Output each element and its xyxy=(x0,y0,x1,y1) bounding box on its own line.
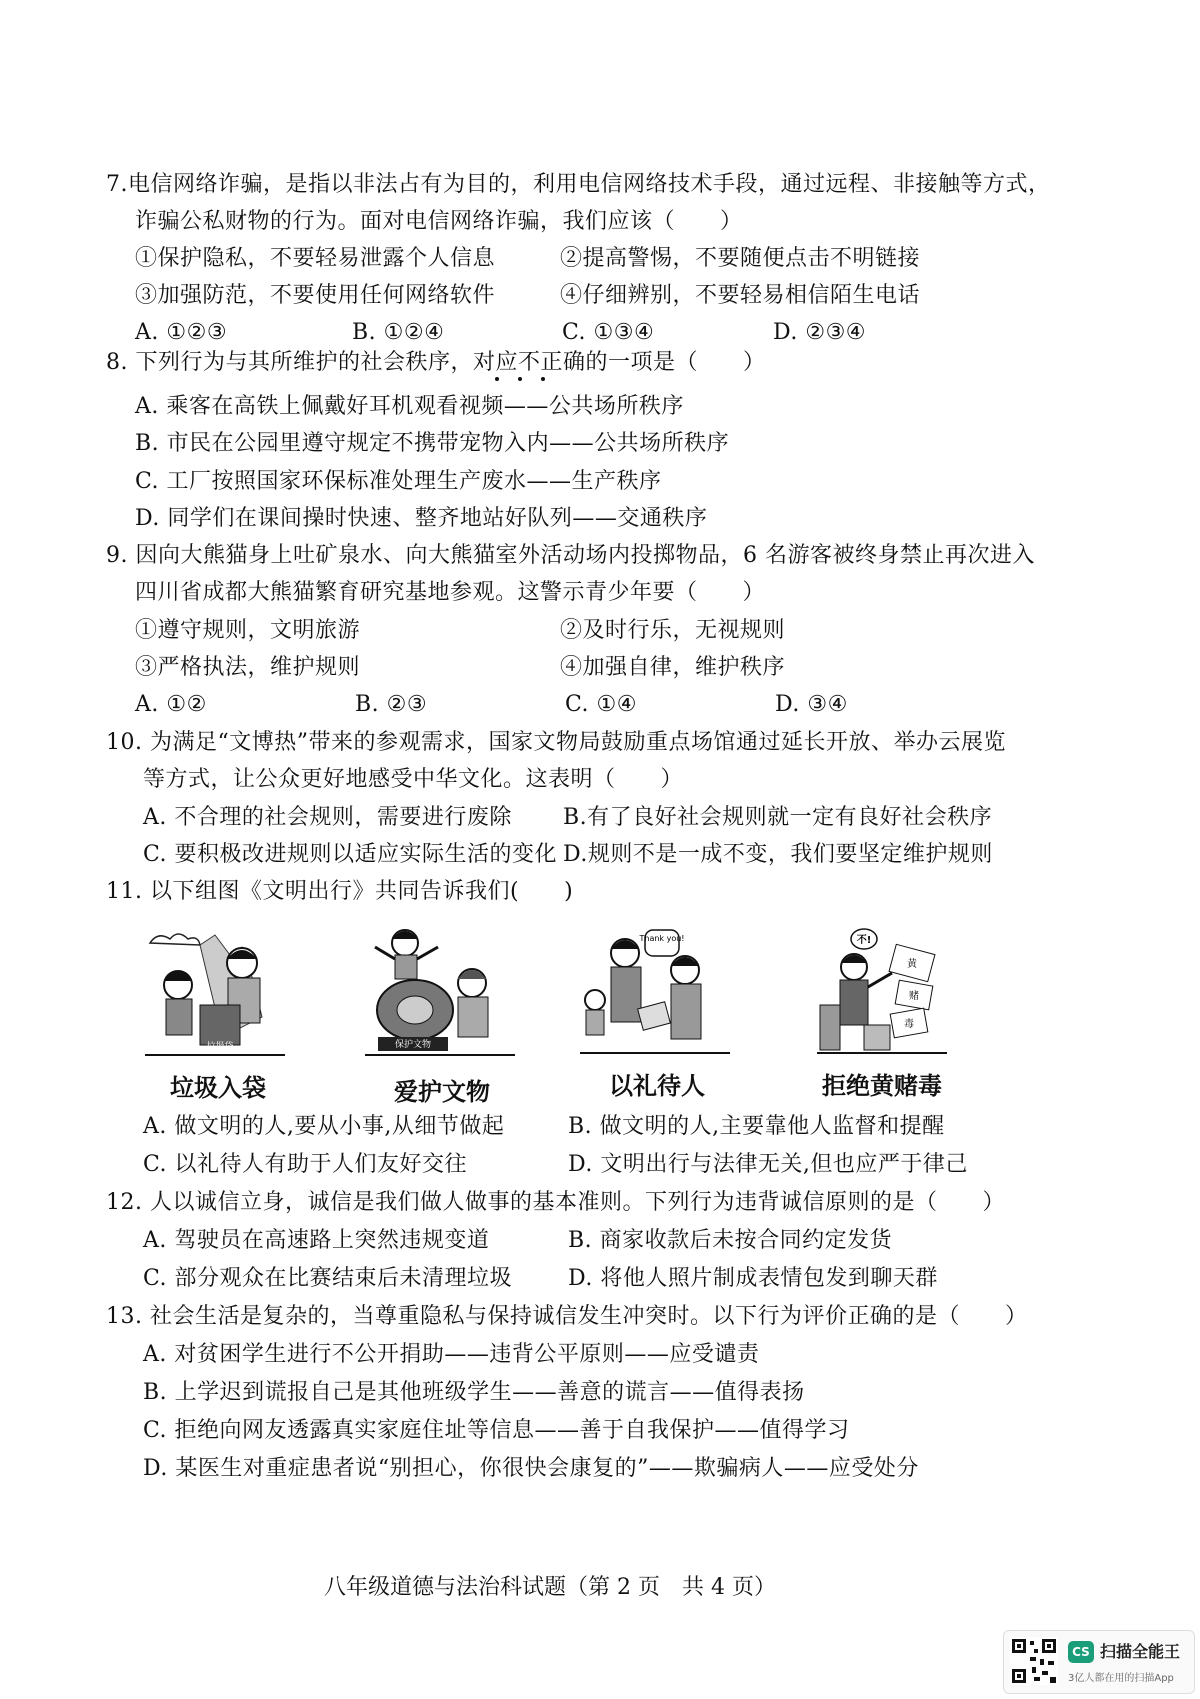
q8-option-b: B. 市民在公园里遵守规定不携带宠物入内——公共场所秩序 xyxy=(135,431,730,456)
picture-caption-1: 垃圾入袋 xyxy=(170,1074,266,1102)
q9-item-3: ③严格执法，维护规则 xyxy=(135,655,361,680)
q8-option-d: D. 同学们在课间操时快速、整齐地站好队列——交通秩序 xyxy=(135,506,708,531)
emphasis-dot xyxy=(495,377,499,381)
q11-option-c: C. 以礼待人有助于人们友好交往 xyxy=(143,1152,468,1177)
cartoon-reject-vice xyxy=(812,925,952,1065)
q10-stem-line-2: 等方式，让公众更好地感受中华文化。这表明（ ） xyxy=(143,767,684,792)
q9-option-b: B. ②③ xyxy=(355,692,428,717)
q11-option-d: D. 文明出行与法律无关,但也应严于律己 xyxy=(568,1152,968,1177)
picture-text: 毒 xyxy=(904,1019,914,1030)
scanner-watermark xyxy=(1003,1630,1195,1694)
q7-stem-line-1: 7.电信网络诈骗，是指以非法占有为目的，利用电信网络技术手段，通过远程、非接触等方式， xyxy=(106,172,1051,197)
q13-option-a: A. 对贫困学生进行不公开捐助——违背公平原则——应受谴责 xyxy=(143,1342,760,1367)
q9-stem-line-2: 四川省成都大熊猫繁育研究基地参观。这警示青少年要（ ） xyxy=(135,580,766,605)
qr-code-icon xyxy=(1010,1637,1058,1685)
q8-option-a: A. 乘客在高铁上佩戴好耳机观看视频——公共场所秩序 xyxy=(135,394,684,419)
q12-option-c: C. 部分观众在比赛结束后未清理垃圾 xyxy=(143,1266,513,1291)
q9-option-a: A. ①② xyxy=(135,692,207,717)
q11-option-a: A. 做文明的人,要从小事,从细节做起 xyxy=(143,1114,505,1139)
q13-option-c: C. 拒绝向网友透露真实家庭住址等信息——善于自我保护——值得学习 xyxy=(143,1418,850,1443)
q7-item-2: ②提高警惕，不要随便点击不明链接 xyxy=(560,246,921,271)
q10-option-b: B.有了良好社会规则就一定有良好社会秩序 xyxy=(563,805,993,830)
q10-stem-line-1: 10. 为满足“文博热”带来的参观需求，国家文物局鼓励重点场馆通过延长开放、举办云展览 xyxy=(106,730,1006,755)
q7-option-a: A. ①②③ xyxy=(135,320,228,345)
picture-caption-2: 爱护文物 xyxy=(394,1078,490,1106)
q9-stem-line-1: 9. 因向大熊猫身上吐矿泉水、向大熊猫室外活动场内投掷物品，6 名游客被终身禁止再次进入 xyxy=(106,543,1035,568)
q11-option-b: B. 做文明的人,主要靠他人监督和提醒 xyxy=(568,1114,945,1139)
q7-item-4: ④仔细辨别，不要轻易相信陌生电话 xyxy=(560,283,921,308)
picture-caption-4: 拒绝黄赌毒 xyxy=(822,1072,942,1100)
q8-stem: 8. 下列行为与其所维护的社会秩序，对应不正确的一项是（ ） xyxy=(106,350,766,375)
q10-option-d: D.规则不是一成不变，我们要坚定维护规则 xyxy=(563,842,993,867)
picture-text: 不! xyxy=(856,935,872,946)
q11-stem: 11. 以下组图《文明出行》共同告诉我们( ) xyxy=(106,879,574,904)
emphasis-dot xyxy=(518,377,522,381)
cartoon-protect-relics xyxy=(360,925,520,1065)
cartoon-courtesy xyxy=(575,925,735,1065)
q12-option-a: A. 驾驶员在高速路上突然违规变道 xyxy=(143,1228,490,1253)
q10-option-c: C. 要积极改进规则以适应实际生活的变化 xyxy=(143,842,558,867)
q13-option-d: D. 某医生对重症患者说“别担心，你很快会康复的”——欺骗病人——应受处分 xyxy=(143,1456,919,1481)
picture-text: 垃圾袋 xyxy=(206,1042,234,1052)
q7-option-c: C. ①③④ xyxy=(562,320,655,345)
q9-item-2: ②及时行乐，无视规则 xyxy=(560,618,786,643)
q7-item-3: ③加强防范，不要使用任何网络软件 xyxy=(135,283,496,308)
q9-option-d: D. ③④ xyxy=(775,692,848,717)
watermark-tagline: 3亿人都在用的扫描App xyxy=(1068,1673,1174,1684)
q9-item-4: ④加强自律，维护秩序 xyxy=(560,655,786,680)
picture-text: 保护文物 xyxy=(394,1040,432,1050)
q10-option-a: A. 不合理的社会规则，需要进行废除 xyxy=(143,805,512,830)
picture-text: Thank you! xyxy=(639,934,685,943)
q13-option-b: B. 上学迟到谎报自己是其他班级学生——善意的谎言——值得表扬 xyxy=(143,1380,805,1405)
picture-text: 黄 xyxy=(907,959,917,970)
q9-item-1: ①遵守规则，文明旅游 xyxy=(135,618,361,643)
cartoon-litter-in-bag xyxy=(140,925,290,1065)
q7-stem-line-2: 诈骗公私财物的行为。面对电信网络诈骗，我们应该（ ） xyxy=(135,209,743,234)
q7-option-d: D. ②③④ xyxy=(773,320,867,345)
q12-stem: 12. 人以诚信立身，诚信是我们做人做事的基本准则。下列行为违背诚信原则的是（ ） xyxy=(106,1190,1005,1215)
q7-option-b: B. ①②④ xyxy=(352,320,445,345)
q9-option-c: C. ①④ xyxy=(565,692,637,717)
picture-text: 赌 xyxy=(909,991,919,1002)
emphasis-dot xyxy=(541,377,545,381)
q8-option-c: C. 工厂按照国家环保标准处理生产废水——生产秩序 xyxy=(135,469,662,494)
page-footer: 八年级道德与法治科试题（第 2 页 共 4 页） xyxy=(324,1575,776,1600)
q12-option-b: B. 商家收款后未按合同约定发货 xyxy=(568,1228,893,1253)
picture-caption-3: 以礼待人 xyxy=(609,1072,705,1100)
watermark-app-name: 扫描全能王 xyxy=(1100,1642,1181,1661)
q12-option-d: D. 将他人照片制成表情包发到聊天群 xyxy=(568,1266,938,1291)
q7-item-1: ①保护隐私，不要轻易泄露个人信息 xyxy=(135,246,496,271)
camscanner-logo-icon: CS xyxy=(1068,1641,1094,1663)
q13-stem: 13. 社会生活是复杂的，当尊重隐私与保持诚信发生冲突时。以下行为评价正确的是（ ） xyxy=(106,1304,1028,1329)
